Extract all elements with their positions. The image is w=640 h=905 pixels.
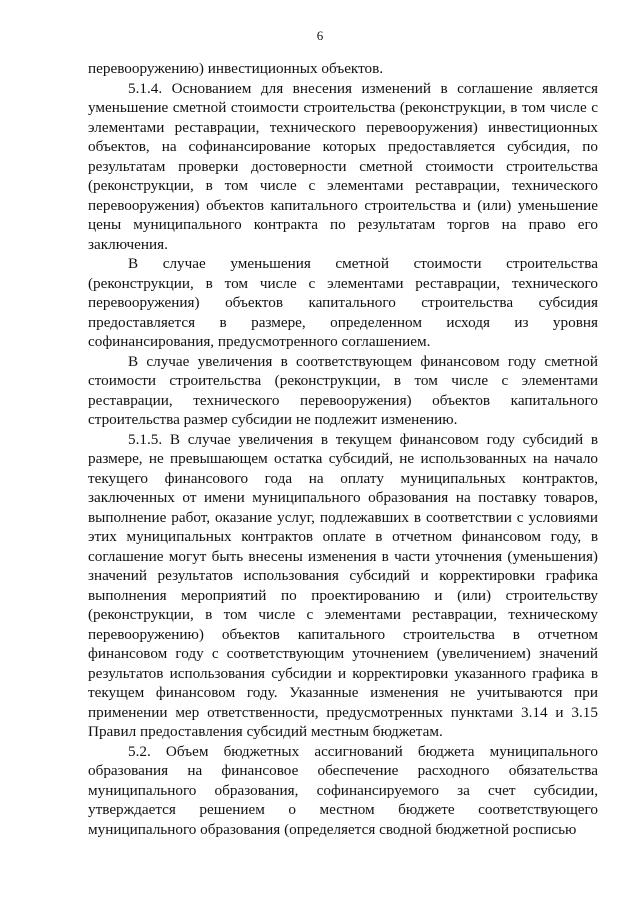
paragraph-increase-case: В случае увеличения в соответствующем финансовом году сметной стоимости строительства (реконструкции, в том числе с элементами реставрации, технического перевооружения) объектов капитального строительства размер субсидии не подлежит изменению.	[88, 352, 598, 428]
paragraph-5-1-5: 5.1.5. В случае увеличения в текущем финансовом году субсидий в размере, не превышающем остатка субсидий, не использованных на начало текущего финансового года на оплату муниципальных контрактов, заключенных от имени муниципального образования на поставку товаров, выполнение работ, оказание услуг, подлежавших в соответствии с условиями этих муниципальных контрактов оплате в отчетном финансовом году, в соглашение могут быть внесены изменения в части уточнения (уменьшения) значений результатов использования субсидий и корректировки графика выполнения мероприятий по проектированию и (или) строительству (реконструкции, в том числе с элементами реставрации, техническому перевооружению) объектов капитального строительства в отчетном финансовом году с соответствующим уточнением (увеличением) значений результатов использования субсидии и корректировки указанного графика в текущем финансовом году. Указанные изменения не учитываются при применении мер ответственности, предусмотренных пунктами 3.14 и 3.15 Правил предоставления субсидий местным бюджетам.	[88, 430, 598, 740]
paragraph-decrease-case: В случае уменьшения сметной стоимости строительства (реконструкции, в том числе с элементами реставрации, технического перевооружения) объектов капитального строительства субсидия предоставляется в размере, определенном исходя из уровня софинансирования, предусмотренного соглашением.	[88, 255, 598, 350]
paragraph-5-1-4: 5.1.4. Основанием для внесения изменений в соглашение является уменьшение сметной стоимости строительства (реконструкции, в том числе с элементами реставрации, технического перевооружения) инвестиционных объектов, на софинансирование которых предоставляется субсидия, по результатам проверки достоверности сметной стоимости строительства (реконструкции, в том числе с элементами реставрации, технического перевооружения) объектов капитального строительства и (или) уменьшение цены муниципального контракта по результатам торгов на право его заключения.	[88, 79, 598, 253]
document-body	[88, 59, 598, 839]
page-number: 6	[316, 28, 324, 43]
paragraph-continuation: перевооружению) инвестиционных объектов.	[88, 60, 384, 77]
paragraph-5-2: 5.2. Объем бюджетных ассигнований бюджета муниципального образования на финансовое обеспечение расходного обязательства муниципального образования, софинансируемого за счет субсидии, утверждается решением о местном бюджете соответствующего муниципального образования (определяется сводной бюджетной росписью	[88, 742, 598, 838]
